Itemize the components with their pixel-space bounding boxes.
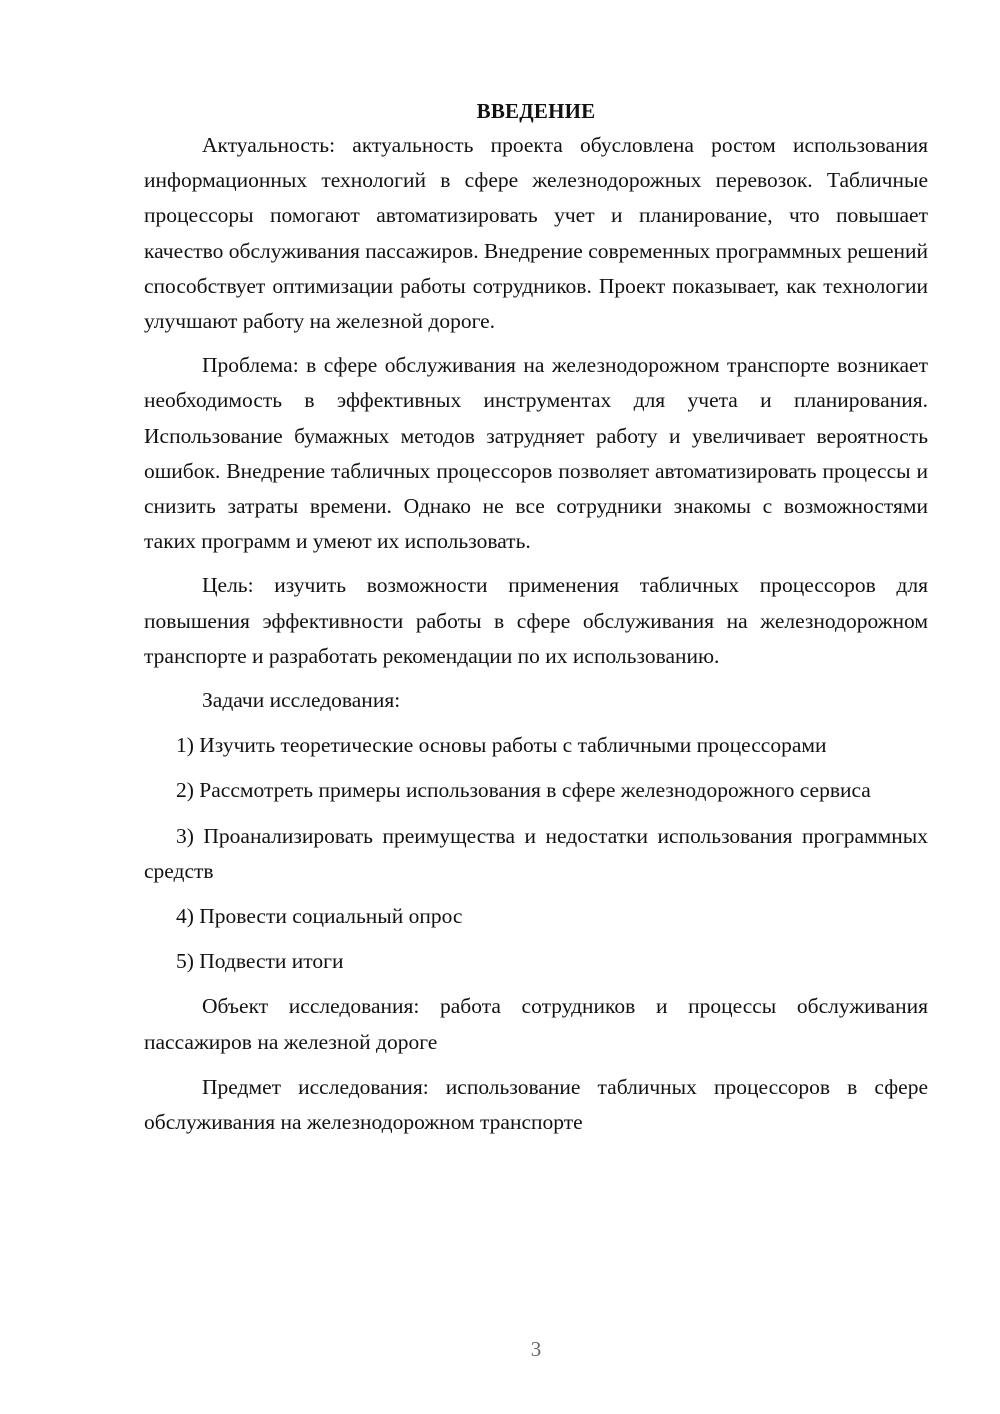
- paragraph-goal: Цель: изучить возможности применения табличных процессоров для повышения эффективности работы в сфере обслуживания на железнодорожном транспорте и разработать рекомендации по их использованию.: [144, 573, 928, 668]
- task-item-5: 5) Подвести итоги: [176, 949, 344, 974]
- tasks-title: Задачи исследования:: [202, 688, 401, 713]
- page-content: [144, 96, 928, 1140]
- page-number: 3: [530, 1337, 542, 1361]
- task-item-4: 4) Провести социальный опрос: [176, 904, 463, 929]
- task-item-1: 1) Изучить теоретические основы работы с табличными процессорами: [176, 733, 827, 758]
- paragraph-subject: Предмет исследования: использование табличных процессоров в сфере обслуживания на железнодорожном транспорте: [144, 1074, 928, 1135]
- paragraph-relevance: Актуальность: актуальность проекта обусловлена ростом использования информационных технологий в сфере железнодорожных перевозок. Табличные процессоры помогают автоматизировать учет и планирование, что повышает качество обслуживания пассажиров. Внедрение современных программных решений способствует оптимизации работы сотрудников. Проект показывает, как технологии улучшают работу на железной дороге.: [144, 133, 928, 334]
- paragraph-problem: Проблема: в сфере обслуживания на железнодорожном транспорте возникает необходимость в эффективных инструментах для учета и планирования. Использование бумажных методов затрудняет работу и увеличивает вероятность ошибок. Внедрение табличных процессоров позволяет автоматизировать процессы и снизить затраты времени. Однако не все сотрудники знакомы с возможностями таких программ и умеют их использовать.: [144, 353, 928, 554]
- task-item-2: 2) Рассмотреть примеры использования в сфере железнодорожного сервиса: [176, 778, 871, 803]
- paragraph-object: Объект исследования: работа сотрудников и процессы обслуживания пассажиров на железной дороге: [144, 994, 928, 1054]
- section-heading: ВВЕДЕНИЕ: [476, 99, 596, 123]
- task-item-3: 3) Проанализировать преимущества и недостатки использования программных средств: [144, 823, 928, 883]
